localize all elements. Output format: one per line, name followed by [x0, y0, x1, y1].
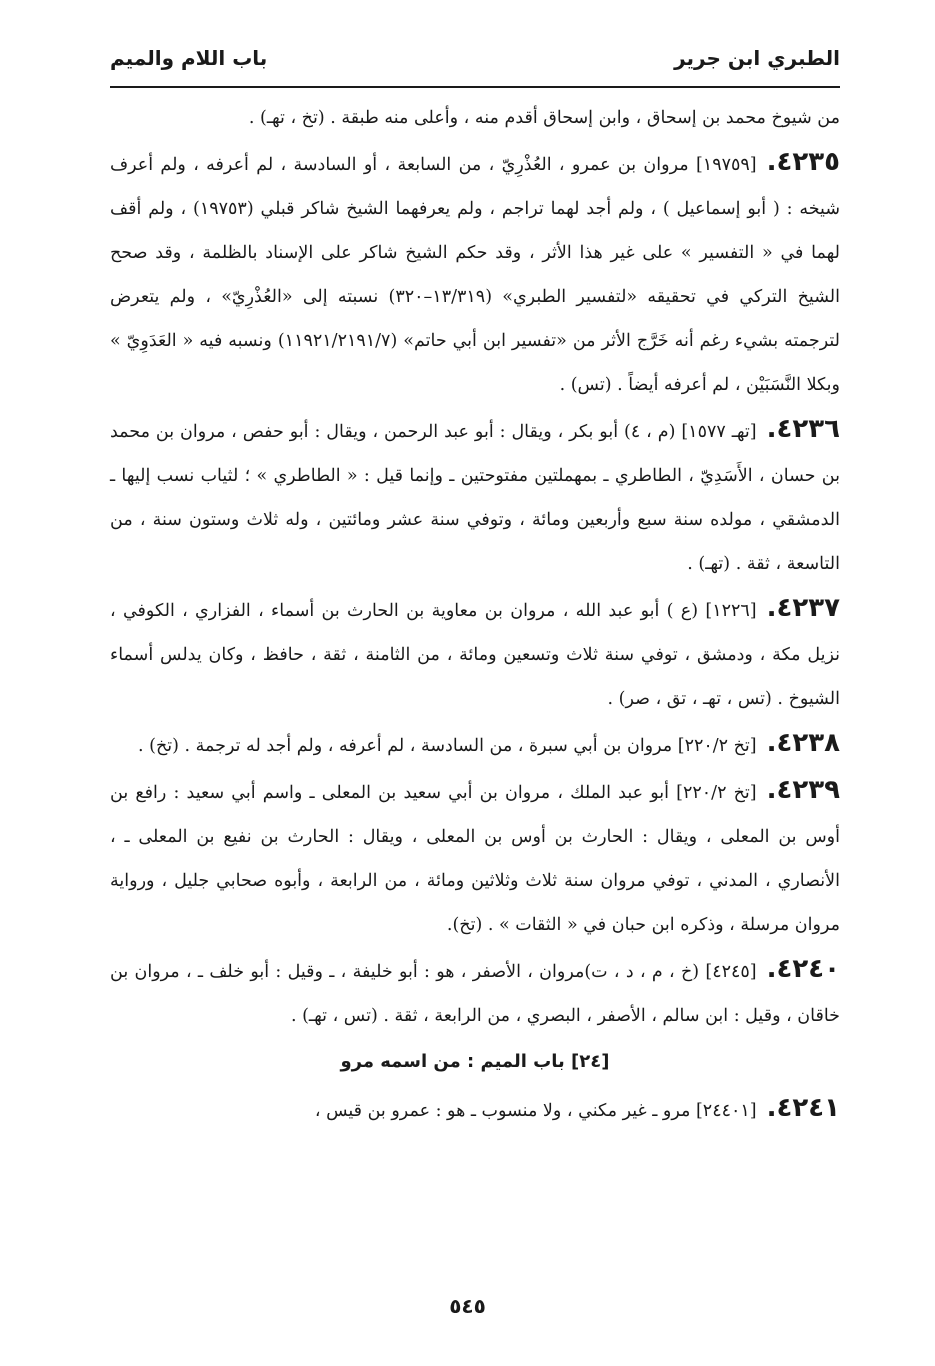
entry-4241: [110, 1086, 840, 1133]
entry-text: [١٢٢٦] (ع ) أبو عبد الله ، مروان بن معاوية بن الحارث بن أسماء ، الفزاري ، الكوفي ، نزيل مكة ، ودمشق ، توفي سنة ثلاث وتسعين ومائة ، من الثامنة ، ثقة ، حافظ ، وكان يدلس أسماء الشيوخ . (تس ، تهـ ، تق ، صر) .: [110, 601, 840, 709]
entry-4238: [110, 721, 840, 768]
entry-4240: [110, 947, 840, 1038]
section-heading: [٢٤] باب الميم : من اسمه مرو: [340, 1051, 610, 1072]
entry-4235: [110, 140, 840, 407]
entry-text: [٤٢٤٥] (خ ، م ، د ، ت)مروان ، الأصفر ، هو : أبو خليفة ، ـ وقيل : أبو خلف ـ ، مروان بن خاقان ، وقيل : ابن سالم ، الأصفر ، البصري ، من الرابعة ، ثقة . (تس ، تهـ) .: [110, 962, 840, 1026]
entry-number: ٤٢٤١.: [766, 1093, 840, 1123]
entry-4237: [110, 586, 840, 721]
entry-text: [تهـ ١٥٧٧] (م ، ٤) أبو بكر ، ويقال : أبو عبد الرحمن ، ويقال : أبو حفص ، مروان بن محمد بن حسان ، الأَسَدِيّ ، الطاطري ـ بمهملتين مفتوحتين ـ وإنما قيل : « الطاطري » ؛ لثياب نسب إليها ـ الدمشقي ، مولده سنة سبع وأربعين ومائة ، وتوفي سنة عشر ومائتين ، وله ثلاث وستون سنة ، من التاسعة ، ثقة . (تهـ) .: [110, 422, 840, 574]
entry-number: ٤٢٣٩.: [766, 775, 840, 805]
chapter-title: باب اللام والميم: [110, 46, 268, 70]
book-title: الطبري ابن جرير: [674, 46, 840, 70]
entry-text: [تخ ٢٢٠/٢] مروان بن أبي سبرة ، من السادسة ، لم أعرفه ، ولم أجد له ترجمة . (تخ) .: [138, 736, 757, 756]
entry-number: ٤٢٣٨.: [766, 728, 840, 758]
header-divider: [110, 86, 840, 88]
entry-number: ٤٢٣٧.: [766, 593, 840, 623]
continuation-text: من شيوخ محمد بن إسحاق ، وابن إسحاق أقدم منه ، وأعلى منه طبقة . (تخ ، تهـ) .: [248, 108, 840, 128]
entry-4236: [110, 407, 840, 586]
entry-number: ٤٢٣٦.: [766, 414, 840, 444]
entry-number: ٤٢٤٠.: [766, 954, 840, 984]
entry-text: [٢٤٤٠١] مرو ـ غير مكني ، ولا منسوب ـ هو : عمرو بن قيس ،: [314, 1101, 757, 1121]
page-number: ٥٤٥: [449, 1294, 486, 1318]
entry-text: [١٩٧٥٩] مروان بن عمرو ، العُذْرِيّ ، من السابعة ، أو السادسة ، لم أعرفه ، ولم أعرف شيخه : ( أبو إسماعيل ) ، ولم أجد لهما تراجم ، ولم يعرفهما الشيخ شاكر قبلي (١٩٧٥٣) ، ولم أقف لهما في « التفسير » على غير هذا الأثر ، وقد حكم الشيخ شاكر على الإسناد بالظلمة ، وقد صحح الشيخ التركي في تحقيقه «لتفسير الطبري» (١٣/٣١٩–٣٢٠) نسبته إلى «العُذْرِيّ» ، ولم يتعرض لترجمته بشيء رغم أنه خَرَّج الأثر من «تفسير ابن أبي حاتم» (١١٩٢١/٢١٩١/٧) ونسبه فيه « العَدَوِيّ » وبكلا النَّسَبَيْن ، لم أعرفه أيضاً . (تس) .: [110, 155, 840, 395]
entry-number: ٤٢٣٥.: [766, 147, 840, 177]
entry-text: [تخ ٢٢٠/٢] أبو عبد الملك ، مروان بن أبي سعيد بن المعلى ـ واسم أبي سعيد : رافع بن أوس بن المعلى ، ويقال : الحارث بن أوس بن المعلى ، ويقال : الحارث بن نفيع بن المعلى ـ ، الأنصاري ، المدني ، توفي مروان سنة ثلاث وثلاثين ومائة ، من الرابعة ، وأبوه صحابي جليل ، ورواية مروان مرسلة ، وذكره ابن حبان في « الثقات » . (تخ).: [110, 783, 840, 935]
page-body: [110, 96, 840, 1133]
running-header: [110, 38, 840, 78]
entry-4239: [110, 768, 840, 947]
